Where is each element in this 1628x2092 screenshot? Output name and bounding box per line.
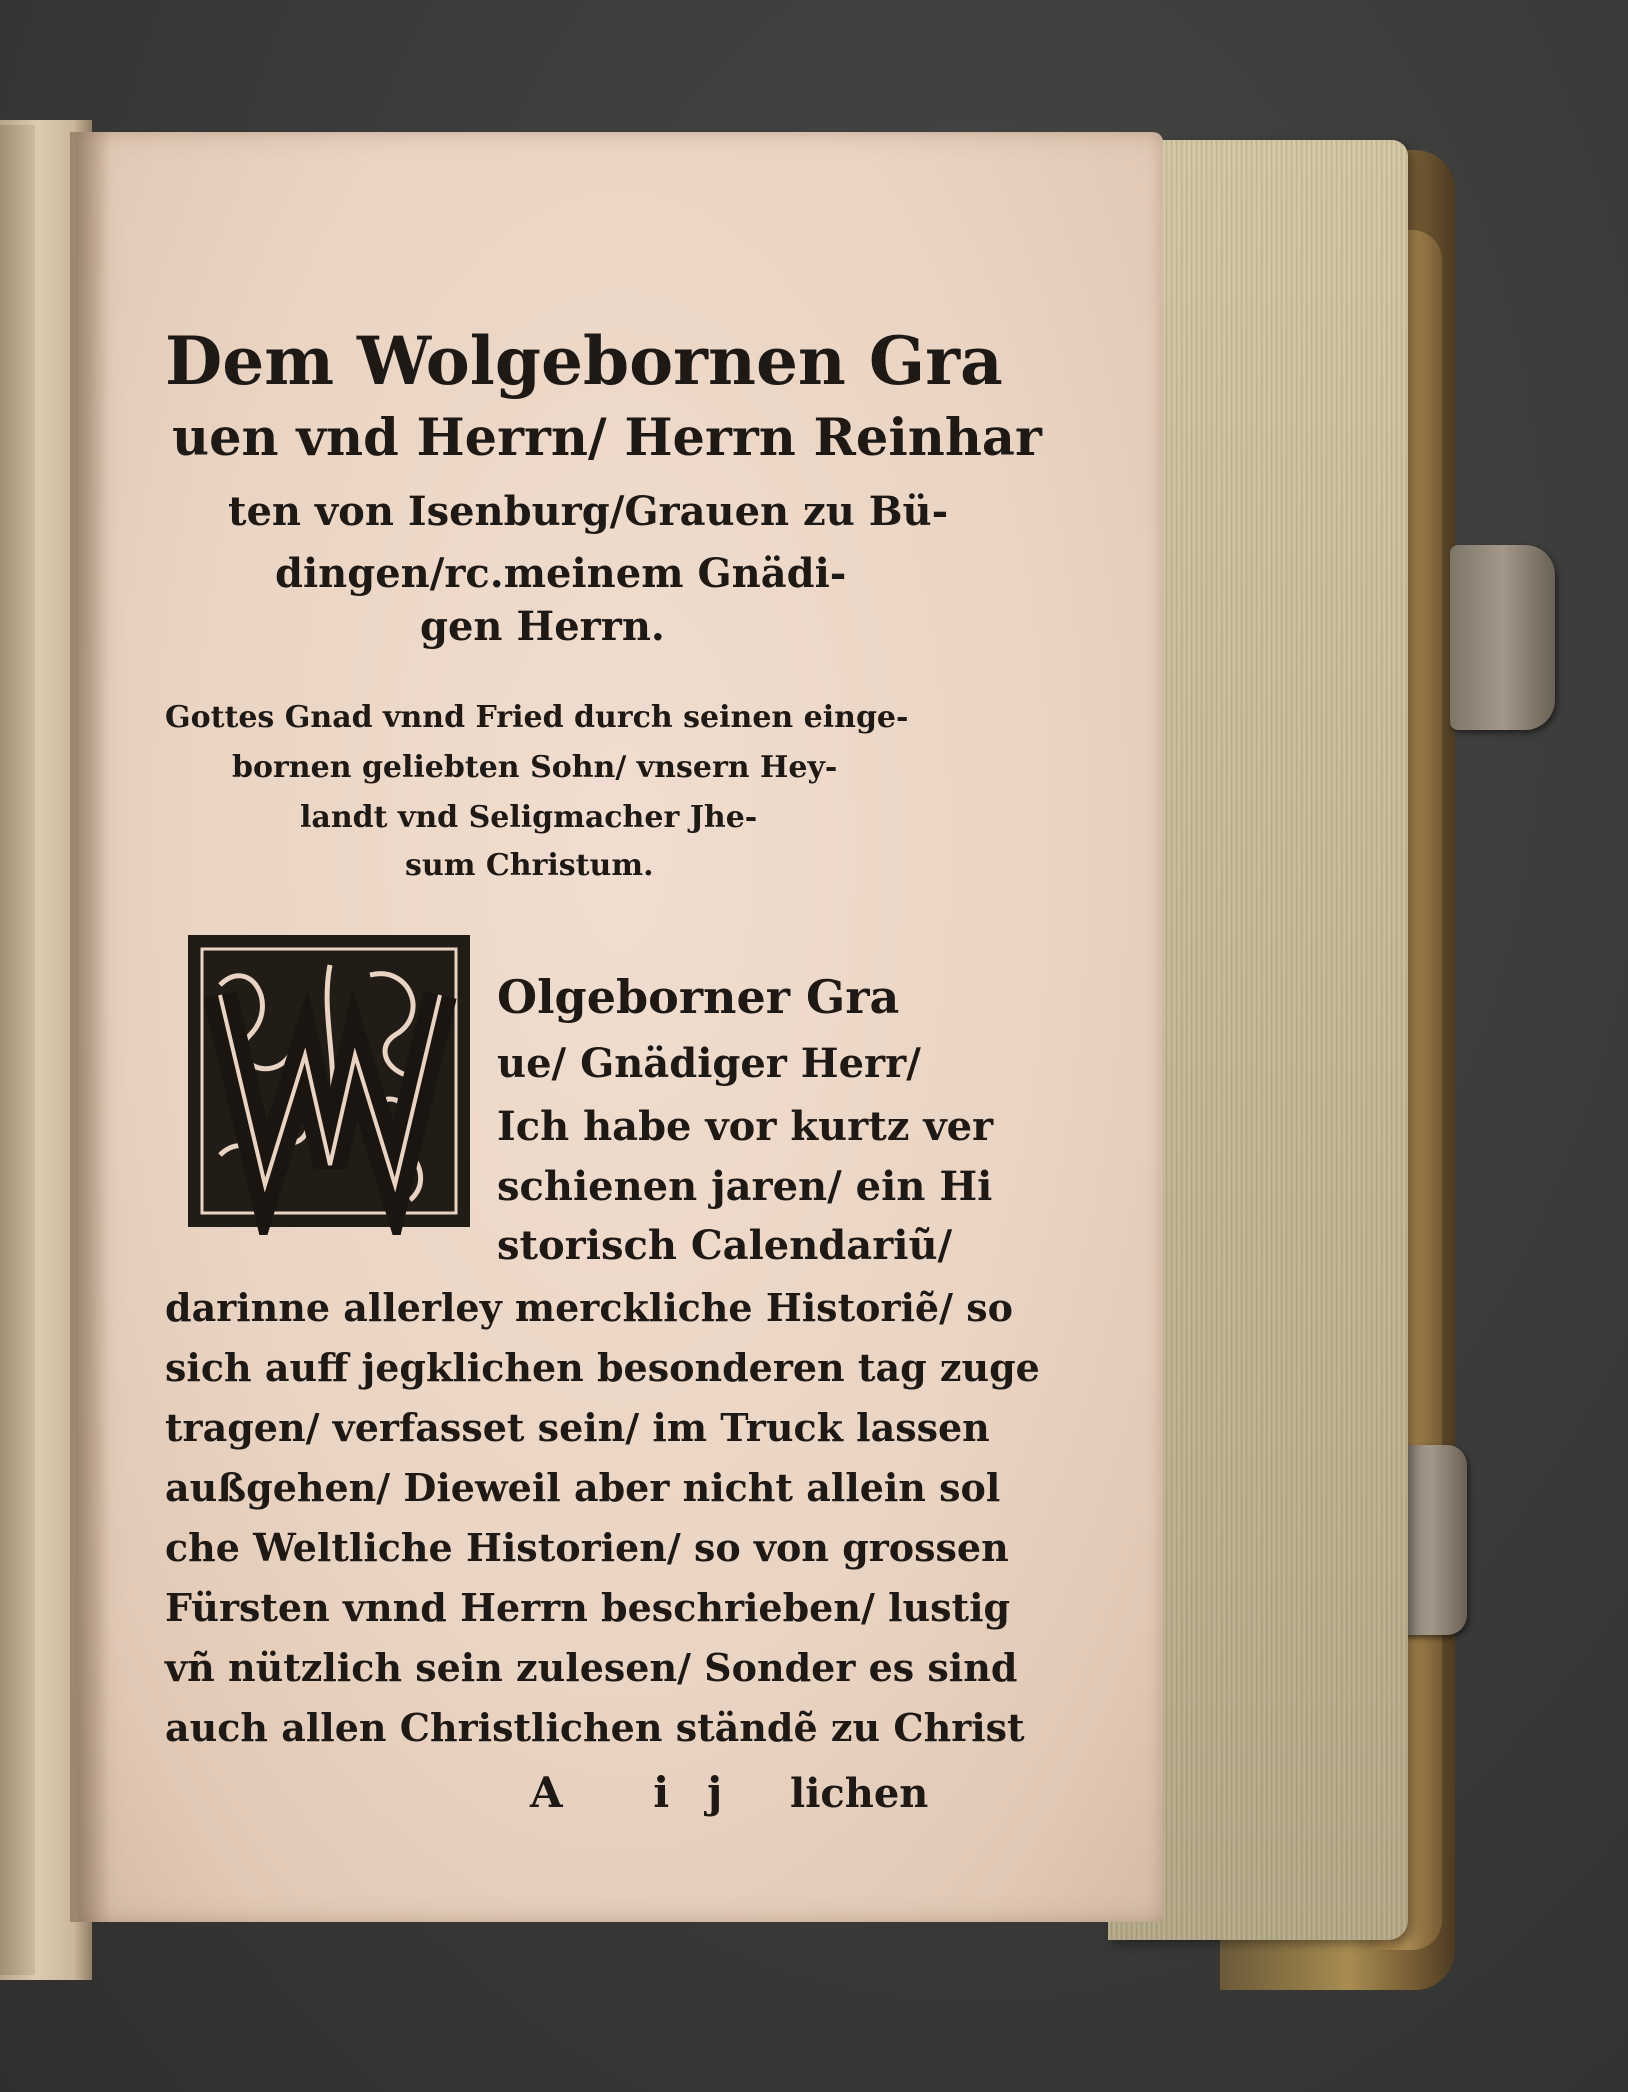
book-clasp-upper (1450, 545, 1555, 730)
body-line-2: sich auff jegklichen besonderen tag zuge (165, 1345, 1040, 1390)
body-line-6: Fürsten vnnd Herrn beschrieben/ lustig (165, 1585, 1011, 1630)
body-line-8: auch allen Christlichen ständẽ zu Christ (165, 1705, 1025, 1750)
initial-line-5: storisch Calendariũ/ (497, 1222, 953, 1269)
body-line-3: tragen/ verfasset sein/ im Truck lassen (165, 1405, 990, 1450)
heading-line-4: dingen/rc.meinem Gnädi- (275, 550, 847, 597)
initial-line-1: Olgeborner Gra (497, 970, 900, 1024)
initial-line-3: Ich habe vor kurtz ver (497, 1103, 994, 1150)
left-page-edge (0, 125, 35, 1975)
body-line-4: außgehen/ Dieweil aber nicht allein sol (165, 1465, 1001, 1510)
initial-line-2: ue/ Gnädiger Herr/ (497, 1040, 921, 1087)
decorated-initial-w (180, 925, 480, 1235)
body-line-5: che Weltliche Historien/ so von grossen (165, 1525, 1009, 1570)
greeting-line-1: Gottes Gnad vnnd Fried durch seinen einge- (165, 700, 909, 735)
heading-line-3: ten von Isenburg/Grauen zu Bü- (228, 488, 949, 535)
greeting-line-3: landt vnd Seligmacher Jhe- (300, 800, 758, 835)
body-line-1: darinne allerley merckliche Historiẽ/ so (165, 1285, 1013, 1330)
greeting-line-2: bornen geliebten Sohn/ vnsern Hey- (232, 750, 838, 785)
greeting-line-4: sum Christum. (405, 848, 654, 883)
heading-line-5: gen Herrn. (420, 603, 665, 650)
body-line-7: vñ nützlich sein zulesen/ Sonder es sind (165, 1645, 1018, 1690)
heading-line-1: Dem Wolgebornen Gra (165, 322, 1003, 400)
catchword: lichen (790, 1770, 929, 1817)
page-gutter (70, 132, 110, 1922)
heading-line-2: uen vnd Herrn/ Herrn Reinhar (172, 408, 1042, 468)
initial-line-4: schienen jaren/ ein Hi (497, 1163, 993, 1210)
signature-mark: A ij (530, 1768, 761, 1817)
